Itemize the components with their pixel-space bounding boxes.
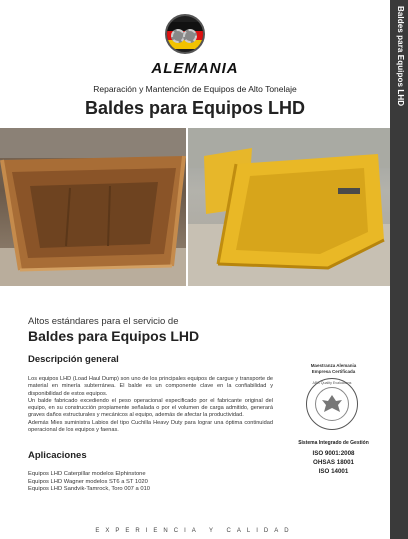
description-heading: Descripción general <box>28 354 119 365</box>
applications-list <box>28 471 150 494</box>
standard-ohsas-18001: OHSAS 18001 <box>313 459 354 466</box>
description-paragraph: Además Mies suministra Labios del tipo Cuchilla Heavy Duty para lograr una óptima continuidad operacional de los equipos y faenas. <box>28 419 273 434</box>
brand-name: ALEMANIA <box>151 60 239 77</box>
certification-status: Empresa Certificada <box>311 369 356 374</box>
seal-text: ABS Quality Evaluations <box>312 381 352 385</box>
photo-rusted-bucket <box>0 128 186 286</box>
section-title: Baldes para Equipos LHD <box>28 328 200 344</box>
sidebar-band <box>390 0 408 539</box>
description-paragraph: Un balde fabricado excediendo el peso operacional especificado por el fabricante original del equipo, en su construcción propiamente señalada o por el volumen de carga admitido, generará graves daños estructurales y mecánicos al equipo, además de afectar la productividad. <box>28 397 273 419</box>
photo-yellow-bucket <box>188 128 390 286</box>
certification-header <box>296 363 371 375</box>
section-subtitle: Altos estándares para el servicio de <box>28 316 179 327</box>
application-item: Equipos LHD Sandvik-Tamrock, Toro 007 a 010 <box>28 486 151 492</box>
description-paragraph: Los equipos LHD (Load Haul Dump) son uno de los principales equipos de cargue y transporte de material en minería subterránea. El balde es un componente clave en la confiabilidad y disponibilidad de estos equipos. <box>28 376 273 397</box>
certification-company: Maestranza Alemania <box>310 363 357 368</box>
description-body <box>28 376 273 434</box>
company-logo-icon <box>165 14 205 54</box>
standard-iso-9001: ISO 9001:2008 <box>312 450 355 457</box>
applications-heading: Aplicaciones <box>28 450 87 461</box>
certification-seal-icon <box>306 378 358 430</box>
sidebar-title: Baldes para Equipos LHD <box>396 6 405 107</box>
page-title: Baldes para Equipos LHD <box>84 98 306 118</box>
standard-iso-14001: ISO 14001 <box>318 468 349 475</box>
footer-slogan: EXPERIENCIA Y CALIDAD <box>95 528 295 534</box>
tagline: Reparación y Mantención de Equipos de Alto Tonelaje <box>93 84 297 94</box>
application-item: Equipos LHD Wagner modelos ST6 a ST 1020 <box>28 478 148 485</box>
application-item: Equipos LHD Caterpillar modelos Elphinstone <box>28 471 146 477</box>
management-system-label: Sistema Integrado de Gestión <box>298 440 369 446</box>
